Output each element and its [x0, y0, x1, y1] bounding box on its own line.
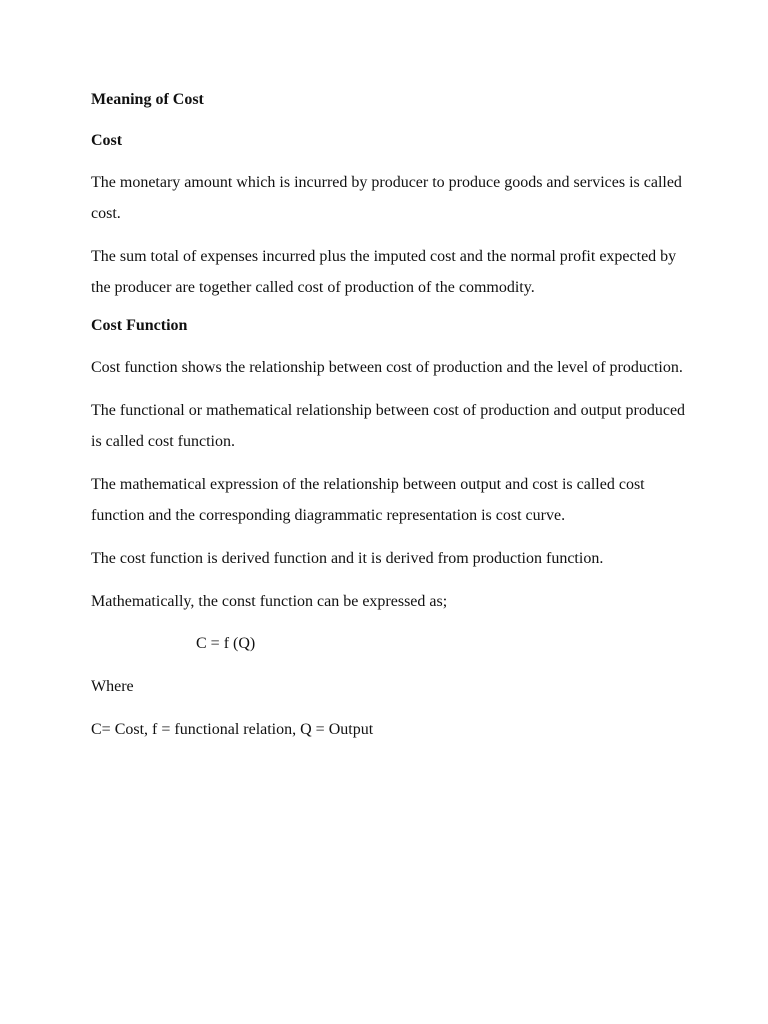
paragraph-mathematically: Mathematically, the const function can be expressed as;: [91, 593, 448, 610]
paragraph-cost-function-relationship: Cost function shows the relationship between cost of production and the level of production.: [91, 359, 683, 376]
document-page: [91, 90, 691, 745]
section-heading-cost-function: Cost Function: [91, 317, 188, 334]
paragraph-functional-relationship: The functional or mathematical relationship between cost of production and output produced is called cost function.: [91, 402, 686, 450]
paragraph-mathematical-expression: The mathematical expression of the relationship between output and cost is called cost function and the corresponding diagrammatic representation is cost curve.: [91, 476, 645, 524]
document-title: Meaning of Cost: [91, 91, 204, 108]
paragraph-cost-of-production: The sum total of expenses incurred plus the imputed cost and the normal profit expected by the producer are together called cost of production of the commodity.: [91, 248, 677, 296]
section-heading-cost: Cost: [91, 132, 123, 149]
formula-definitions: C= Cost, f = functional relation, Q = Output: [91, 721, 374, 738]
where-label: Where: [91, 678, 134, 695]
paragraph-derived-function: The cost function is derived function and it is derived from production function.: [91, 550, 604, 567]
formula: C = f (Q): [196, 635, 256, 652]
paragraph-cost-definition: The monetary amount which is incurred by producer to produce goods and services is called cost.: [91, 174, 682, 222]
